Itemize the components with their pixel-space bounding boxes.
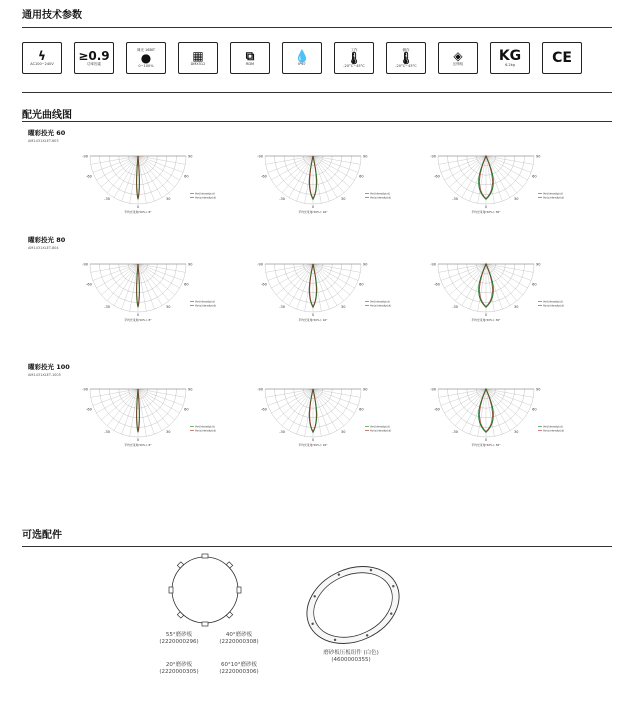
polar-label-0: 0 [311,438,315,442]
polar-label-neg60: -60 [261,407,267,412]
legend-vertical-label: Vert.Intensity(cd) [370,425,390,429]
plate-60x10-code: (2220000306) [219,669,259,676]
spec-dmx [178,42,218,74]
polar-label-neg60: -60 [86,174,92,179]
curves-divider [22,121,612,122]
group-title-100: 曜彩投光 100 [28,363,70,371]
polar-label-0: 0 [484,313,488,317]
polar-label-neg60: -60 [434,174,440,179]
spec-dimming [126,42,166,74]
plate-20-code: (2220000305) [159,669,199,676]
legend-horizontal-label: Horiz.Intensity(cd) [370,196,392,200]
storage-temp-icon: 🌡 [398,51,414,65]
spec-waterproof [282,42,322,74]
polar-label-60: 60 [184,407,189,412]
spec-power-factor [74,42,114,74]
weight-icon: KG [498,47,522,64]
polar-caption: 平均光束角(50%): 8° [124,210,152,214]
group-model-80: AM1431XLET-804 [28,246,59,250]
polar-label-30: 30 [341,305,346,310]
polar-label-neg90: -90 [430,154,436,159]
polar-label-90: 90 [188,154,193,159]
polar-label-neg60: -60 [434,407,440,412]
polar-chart-1-1 [255,258,392,326]
polar-caption: 平均光束角(50%): 16° [298,443,328,447]
polar-caption: 平均光束角(50%): 36° [471,210,501,214]
polar-label-neg30: -30 [452,197,458,202]
polar-label-0: 0 [136,205,140,209]
plate-40 [210,632,268,647]
spec-label: 功率因素 [87,61,101,66]
spec-label: RDM [245,61,255,66]
legend-vertical-label: Vert.Intensity(cd) [370,192,390,196]
plate-60x10-name: 60°10°磨砂板 [221,662,257,668]
plate-40-code: (2220000308) [219,639,259,646]
group-model-60: AM1431XLET-603 [28,139,59,143]
polar-label-neg60: -60 [434,282,440,287]
spec-label: -20°C~45°C [395,64,417,68]
ce-mark-icon: CE [552,50,572,66]
polar-label-neg30: -30 [104,430,110,435]
polar-label-60: 60 [532,174,537,179]
polar-label-60: 60 [184,174,189,179]
frosted-plate-drawing [168,553,242,627]
group-model-100: AM1431XLET-1005 [28,373,61,377]
polar-label-30: 30 [166,430,171,435]
polar-chart-0-0 [80,150,217,218]
polar-label-60: 60 [359,282,364,287]
polar-label-neg90: -90 [257,262,263,267]
plate-55-code: (2220000296) [159,639,199,646]
plate-40-name: 40°磨砂板 [225,632,253,638]
polar-label-neg90: -90 [257,154,263,159]
legend-vertical-label: Vert.Intensity(cd) [543,300,563,304]
polar-caption: 平均光束角(50%): 16° [298,318,328,322]
dmx-icon: ▦ [192,48,204,63]
legend-vertical-label: Vert.Intensity(cd) [195,192,215,196]
legend-vertical-label: Vert.Intensity(cd) [543,192,563,196]
polar-label-30: 30 [514,197,519,202]
accessories-section-title: 可选配件 [22,530,62,541]
polar-chart-2-0 [80,383,217,451]
operating-temp-icon: 🌡 [346,51,362,65]
legend-horizontal-label: Horiz.Intensity(cd) [543,196,565,200]
polar-label-60: 60 [532,282,537,287]
spec-top-label: 储存 [402,47,410,52]
rdm-icon: ⧉ [245,48,255,63]
legend-horizontal-label: Horiz.Intensity(cd) [195,196,217,200]
power-factor-icon: ≥0.9 [78,48,110,63]
polar-label-30: 30 [341,430,346,435]
legend-vertical-label: Vert.Intensity(cd) [195,300,215,304]
curves-section-title: 配光曲线图 [22,110,72,121]
legend-horizontal-label: Horiz.Intensity(cd) [370,429,392,433]
spec-label: 0~100% [138,64,154,68]
polar-label-90: 90 [536,262,541,267]
polar-chart-2-1 [255,383,392,451]
spec-label: 6.2kg [505,62,515,67]
polar-label-60: 60 [532,407,537,412]
polar-label-neg60: -60 [261,282,267,287]
spec-ce-mark [542,42,582,74]
polar-label-90: 90 [536,154,541,159]
polar-label-neg60: -60 [86,407,92,412]
legend-horizontal-label: Horiz.Intensity(cd) [370,304,392,308]
polar-label-0: 0 [311,205,315,209]
polar-label-30: 30 [514,305,519,310]
spec-label: -20°C~45°C [343,64,365,68]
polar-label-90: 90 [363,154,368,159]
die-cast-icon: ◈ [453,48,463,63]
legend-horizontal-label: Horiz.Intensity(cd) [543,429,565,433]
spec-label: 压铸铝 [452,61,464,66]
polar-label-neg30: -30 [279,305,285,310]
polar-chart-0-2 [428,150,565,218]
polar-label-0: 0 [484,438,488,442]
spec-top-label: 工作 [350,47,358,52]
polar-caption: 平均光束角(50%): 36° [471,443,501,447]
polar-chart-0-1 [255,150,392,218]
polar-label-neg90: -90 [82,387,88,392]
polar-label-60: 60 [359,174,364,179]
polar-label-neg90: -90 [82,154,88,159]
plate-55 [150,632,208,647]
polar-caption: 平均光束角(50%): 8° [124,443,152,447]
polar-label-neg30: -30 [279,430,285,435]
legend-vertical-label: Vert.Intensity(cd) [543,425,563,429]
polar-label-neg90: -90 [257,387,263,392]
specs-bottom-divider [22,92,612,93]
group-title-80: 曜彩投光 80 [28,236,66,244]
polar-label-neg60: -60 [86,282,92,287]
spec-icons-row [22,42,582,74]
polar-label-60: 60 [184,282,189,287]
pressure-plate-drawing [298,560,408,650]
polar-caption: 平均光束角(50%): 16° [298,210,328,214]
polar-label-neg30: -30 [452,305,458,310]
spec-label: IP67 [298,61,306,66]
pressure-plate-code: (4600000355) [331,657,371,664]
plate-55-name: 55°磨砂板 [165,632,193,638]
spec-top-label: 调光 16BIT [136,47,156,52]
polar-chart-1-0 [80,258,217,326]
polar-label-90: 90 [363,387,368,392]
plate-60x10 [210,662,268,677]
polar-label-neg30: -30 [104,197,110,202]
polar-label-neg60: -60 [261,174,267,179]
spec-rdm [230,42,270,74]
polar-label-neg90: -90 [430,387,436,392]
polar-label-90: 90 [363,262,368,267]
polar-chart-1-2 [428,258,565,326]
legend-vertical-label: Vert.Intensity(cd) [195,425,215,429]
spec-die-cast [438,42,478,74]
polar-label-90: 90 [188,262,193,267]
plate-20 [150,662,208,677]
spec-weight [490,42,530,74]
spec-label: AC100~240V [30,61,54,66]
polar-caption: 平均光束角(50%): 8° [124,318,152,322]
group-title-60: 曜彩投光 60 [28,129,66,137]
polar-label-30: 30 [341,197,346,202]
specs-divider [22,27,612,28]
lightning-icon: ϟ [38,48,46,63]
spec-lightning [22,42,62,74]
polar-label-90: 90 [188,387,193,392]
dimming-icon: ● [140,51,152,65]
polar-label-0: 0 [136,313,140,317]
waterproof-icon: 💧 [294,48,310,63]
polar-label-0: 0 [311,313,315,317]
spec-label: DMX512 [190,61,206,66]
pressure-plate [296,650,406,665]
polar-label-neg30: -30 [104,305,110,310]
spec-operating-temp [334,42,374,74]
legend-horizontal-label: Horiz.Intensity(cd) [195,304,217,308]
plate-20-name: 20°磨砂板 [165,662,193,668]
specs-section-title: 通用技术参数 [22,10,82,21]
polar-chart-2-2 [428,383,565,451]
polar-label-0: 0 [136,438,140,442]
polar-label-0: 0 [484,205,488,209]
polar-label-30: 30 [166,305,171,310]
polar-label-neg30: -30 [452,430,458,435]
polar-label-neg30: -30 [279,197,285,202]
polar-label-60: 60 [359,407,364,412]
polar-label-30: 30 [514,430,519,435]
polar-label-neg90: -90 [430,262,436,267]
polar-label-30: 30 [166,197,171,202]
legend-vertical-label: Vert.Intensity(cd) [370,300,390,304]
legend-horizontal-label: Horiz.Intensity(cd) [195,429,217,433]
spec-storage-temp [386,42,426,74]
legend-horizontal-label: Horiz.Intensity(cd) [543,304,565,308]
accessories-divider [22,546,612,547]
polar-label-neg90: -90 [82,262,88,267]
polar-label-90: 90 [536,387,541,392]
polar-caption: 平均光束角(50%): 36° [471,318,501,322]
pressure-plate-name: 磨砂板压板组件 (白色) [323,650,379,656]
